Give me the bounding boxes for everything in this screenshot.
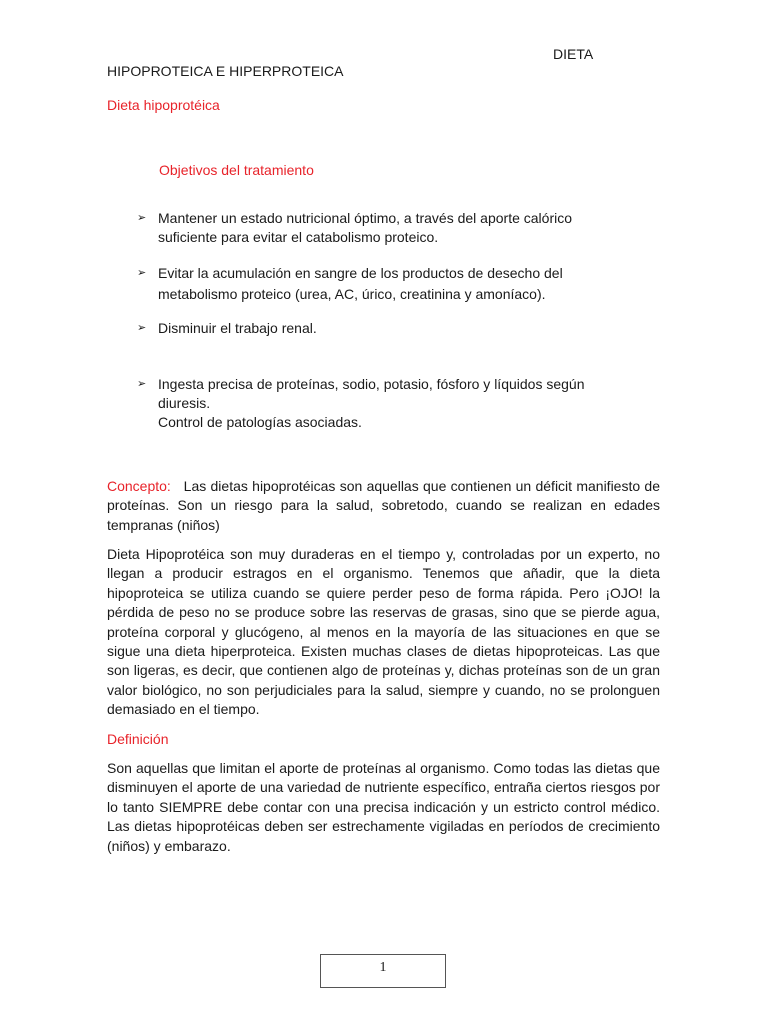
section-title: Dieta hipoprotéica — [107, 97, 220, 113]
concepto-paragraph — [107, 477, 660, 535]
definicion-paragraph: Son aquellas que limitan el aporte de proteínas al organismo. Como todas las dietas que disminuyen el aporte de una variedad de nutriente específico, entraña ciertos riesgos por lo tanto SIEMPRE debe contar con una precisa indicación y un estricto control médico. Las dietas hipoprotéicas deben ser estrechamente vigiladas en períodos de crecimiento (niños) y embarazo. — [107, 760, 660, 854]
objective-item-4-line2: diuresis. — [158, 395, 211, 411]
arrowhead-bullet-icon: ➢ — [137, 212, 147, 224]
arrowhead-bullet-icon: ➢ — [137, 322, 147, 334]
objective-item-3-line1: Disminuir el trabajo renal. — [158, 320, 317, 336]
header-title-left: HIPOPROTEICA E HIPERPROTEICA — [107, 63, 344, 79]
objective-item-2-line1: Evitar la acumulación en sangre de los productos de desecho del — [158, 265, 563, 281]
arrowhead-bullet-icon: ➢ — [137, 267, 147, 279]
objective-item-1-line2: suficiente para evitar el catabolismo proteico. — [158, 229, 439, 245]
arrowhead-bullet-icon: ➢ — [137, 378, 147, 390]
body-paragraph-2: Dieta Hipoprotéica son muy duraderas en el tiempo y, controladas por un experto, no llegan a producir estragos en el organismo. Tenemos que añadir, que la dieta hipoproteica se utiliza cuando se quiere perder peso de forma rápida. Pero ¡OJO! la pérdida de peso no se produce sobre las reservas de grasas, sino que se pierde agua, proteína corporal y glucógeno, al menos en la mayoría de las situaciones en que se sigue una dieta hiperproteica. Existen muchas clases de dietas hipoproteicas. Las que son ligeras, es decir, que contienen algo de proteínas y, dichas proteínas son de un gran valor biológico, no son perjudiciales para la salud, siempre y cuando, no se prolonguen demasiado en el tiempo. — [107, 546, 660, 718]
definicion-title: Definición — [107, 731, 169, 747]
objective-item-1-line1: Mantener un estado nutricional óptimo, a través del aporte calórico — [158, 210, 573, 226]
concepto-text: Las dietas hipoprotéicas son aquellas que contienen un déficit manifiesto de proteínas. Son un riesgo para la salud, sobretodo, cuando se realizan en edades tempranas (niños) — [107, 478, 660, 533]
page-number: 1 — [379, 960, 387, 975]
objective-item-4-line1: Ingesta precisa de proteínas, sodio, potasio, fósforo y líquidos según — [158, 376, 585, 392]
header-title-right: DIETA — [553, 46, 594, 62]
objective-item-2-line2: metabolismo proteico (urea, AC, úrico, creatinina y amoníaco). — [158, 286, 546, 302]
page-number-box — [320, 954, 446, 988]
objective-item-4-line3: Control de patologías asociadas. — [158, 414, 362, 430]
objectives-title: Objetivos del tratamiento — [159, 162, 314, 178]
concepto-label: Concepto: — [107, 478, 171, 494]
